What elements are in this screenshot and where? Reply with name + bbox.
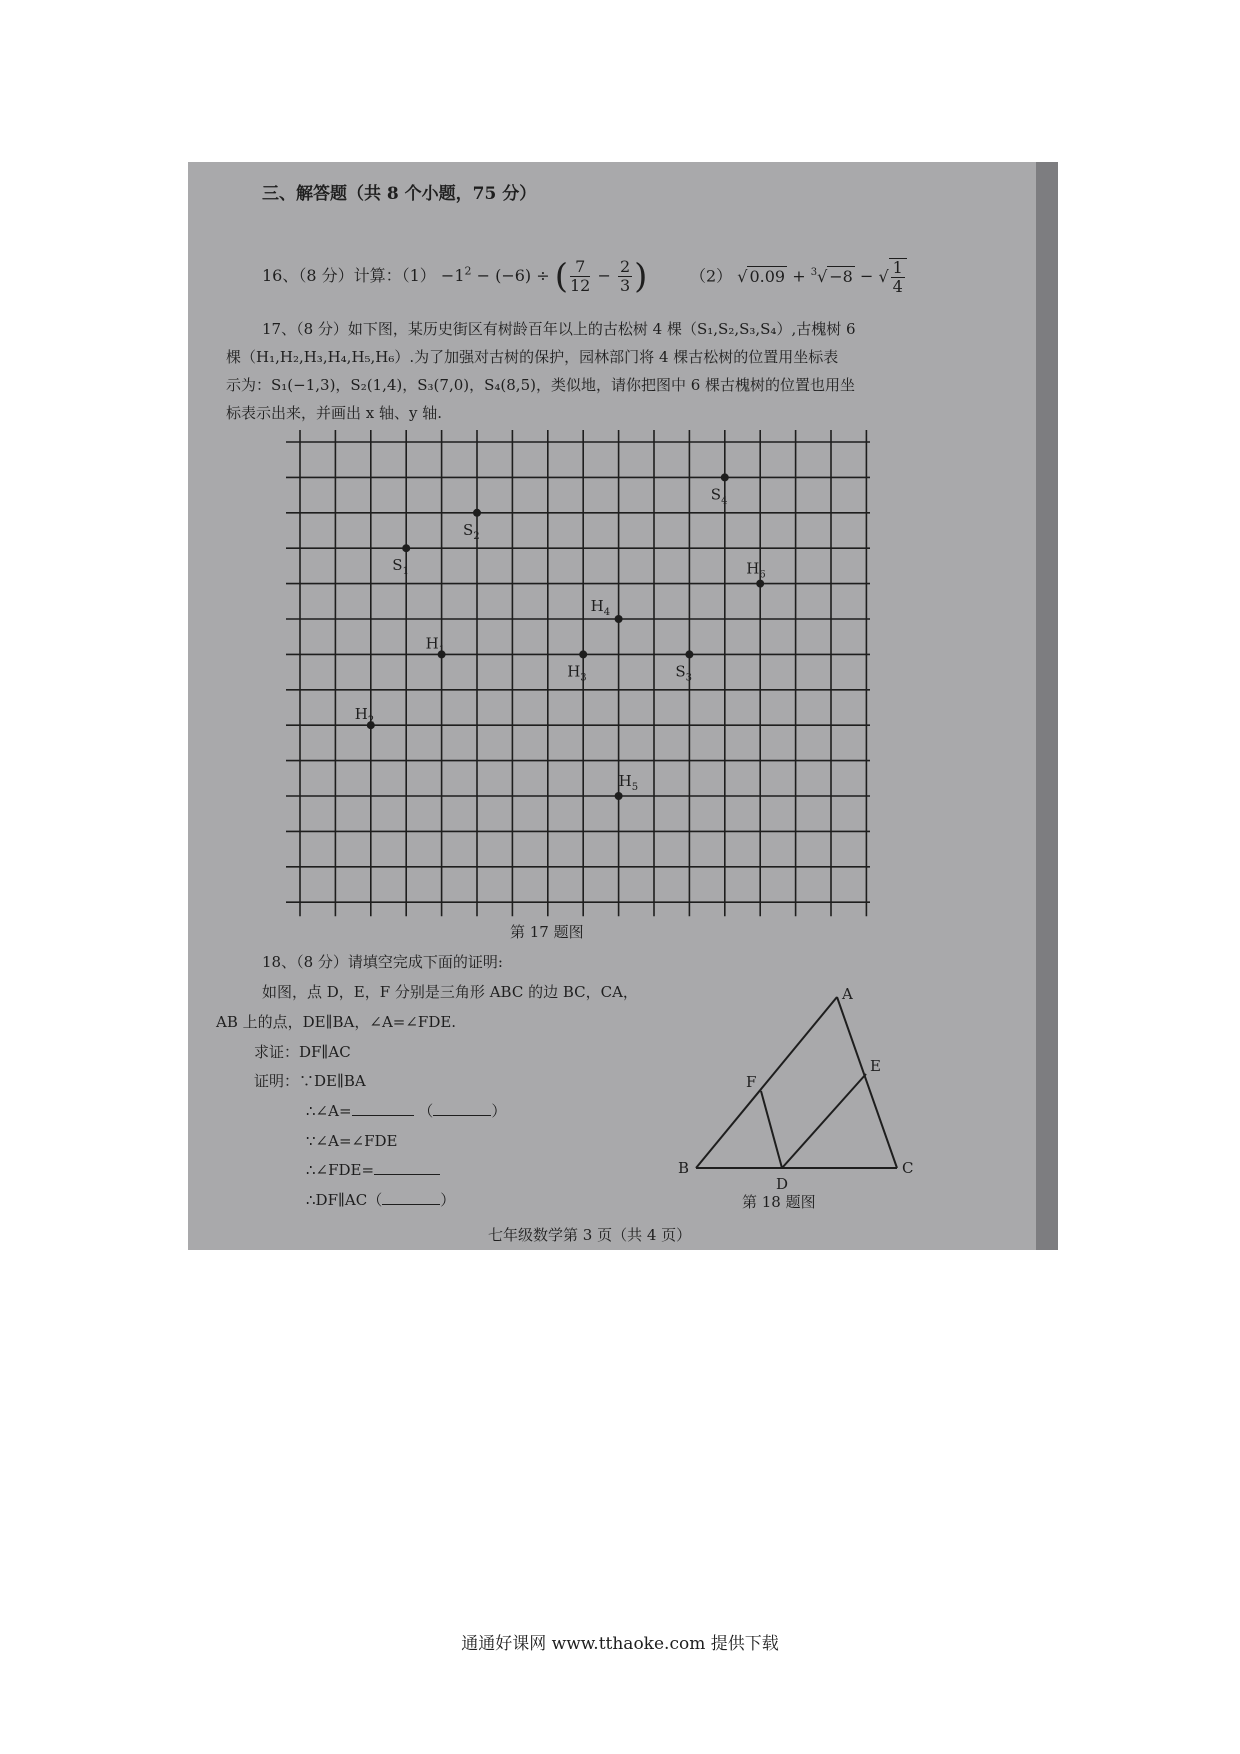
q17-line-3: 示为：S₁(−1,3)，S₂(1,4)，S₃(7,0)，S₄(8,5)，类似地，请你把图中 6 棵古槐树的位置也用坐 (226, 376, 856, 394)
q18-blank-2[interactable] (433, 1115, 491, 1116)
q16-part2-label: （2） (690, 266, 733, 286)
page-number-footer: 七年级数学第 3 页（共 4 页） (488, 1226, 692, 1244)
segment-df (761, 1091, 782, 1168)
tree-label-h5: $H_5$ (618, 772, 639, 793)
q17-line-2: 棵（H₁,H₂,H₃,H₄,H₅,H₆）.为了加强对古树的保护，园林部门将 4 棵古松树的位置用坐标表 (226, 348, 839, 366)
q18-triangle-figure (670, 985, 930, 1205)
q16-exponent: 2 (464, 264, 472, 278)
q16-sqrt-1: √ 0.09 (737, 267, 786, 286)
q16-cbrt-index: 3 (810, 267, 818, 279)
vertex-b-label: B (678, 1159, 690, 1177)
tree-label-h6: $H_6$ (746, 559, 766, 581)
q16-fraction-1: $\frac{7}{12}$ (570, 257, 591, 295)
q18-line-8: ∴∠FDE= (306, 1160, 440, 1180)
q17-caption: 第 17 题图 (510, 923, 584, 941)
q18-caption: 第 18 题图 (742, 1193, 816, 1211)
q16-sqrt-3: √ $\frac{1}{4}$ (878, 258, 906, 296)
tree-label-h1: $H_1$ (425, 634, 446, 656)
tree-point-h6 (756, 580, 764, 588)
tree-point-h3 (579, 650, 587, 658)
site-footer: 通通好课网 www.tthaoke.com 提供下载 (461, 1634, 779, 1654)
q18-line-5: 证明：∵DE∥BA (254, 1072, 366, 1090)
q16-term-a: −1 (440, 266, 465, 285)
vertex-c-label: C (902, 1159, 914, 1177)
q17-line-4: 标表示出来，并画出 x 轴、y 轴. (226, 404, 443, 422)
tree-point-s4 (721, 473, 729, 481)
tree-point-s3 (685, 650, 693, 658)
q18-line-1: 18、（8 分）请填空完成下面的证明: (262, 953, 503, 971)
side-ab (696, 997, 837, 1168)
question-16 (262, 258, 647, 295)
question-16-part2 (690, 258, 907, 296)
q18-line-2: 如图，点 D，E，F 分别是三角形 ABC 的边 BC，CA， (262, 983, 638, 1001)
q16-right-paren: ) (634, 256, 648, 297)
tree-label-s1: $S_1$ (392, 556, 409, 578)
scan-shadow-edge (1036, 162, 1058, 1250)
vertex-d-label: D (776, 1175, 789, 1193)
section-title: 三、解答题（共 8 个小题，75 分） (262, 184, 537, 204)
vertex-a-label: A (842, 985, 853, 1003)
tree-label-s4: $S_4$ (710, 485, 728, 507)
q16-minus-2: − (854, 266, 879, 286)
tree-point-h4 (615, 615, 623, 623)
tree-label-h4: $H_4$ (590, 597, 611, 618)
tree-point-s2 (473, 509, 481, 517)
q17-grid-figure (280, 430, 870, 925)
tree-label-h3: $H_3$ (567, 662, 587, 684)
q18-line-4: 求证：DF∥AC (254, 1043, 351, 1061)
q18-blank-4[interactable] (382, 1204, 440, 1205)
q16-plus: + (787, 266, 811, 286)
segment-de (782, 1074, 866, 1168)
q17-line-1: 17、（8 分）如下图，某历史街区有树龄百年以上的古松树 4 棵（S₁,S₂,S₃,S₄）,古槐树 6 (262, 320, 856, 338)
q16-minus: − (592, 266, 616, 285)
tree-label-s3: $S_3$ (675, 662, 693, 684)
q18-line-6: ∴∠A= （ ） (306, 1102, 507, 1120)
q16-term-b: − (−6) ÷ (471, 266, 555, 285)
q16-cbrt: √ −8 (817, 267, 853, 286)
q18-line-9: ∴DF∥AC（ ） (306, 1191, 456, 1209)
q18-blank-1[interactable] (352, 1115, 414, 1116)
q18-blank-3[interactable] (374, 1174, 440, 1175)
q16-label: 16、（8 分）计算：（1） (262, 266, 436, 285)
q18-line-3: AB 上的点，DE∥BA，∠A=∠FDE. (216, 1013, 457, 1031)
q16-fraction-2: $\frac{2}{3}$ (619, 257, 631, 295)
vertex-e-label: E (870, 1057, 881, 1075)
tree-point-h5 (615, 792, 623, 800)
q16-left-paren: ( (554, 256, 568, 297)
vertex-f-label: F (746, 1073, 757, 1091)
tree-label-h2: $H_2$ (354, 705, 375, 727)
q18-line-7: ∵∠A=∠FDE (306, 1132, 398, 1150)
tree-label-s2: $S_2$ (463, 520, 480, 542)
tree-point-s1 (402, 544, 410, 552)
side-ac (837, 997, 897, 1168)
